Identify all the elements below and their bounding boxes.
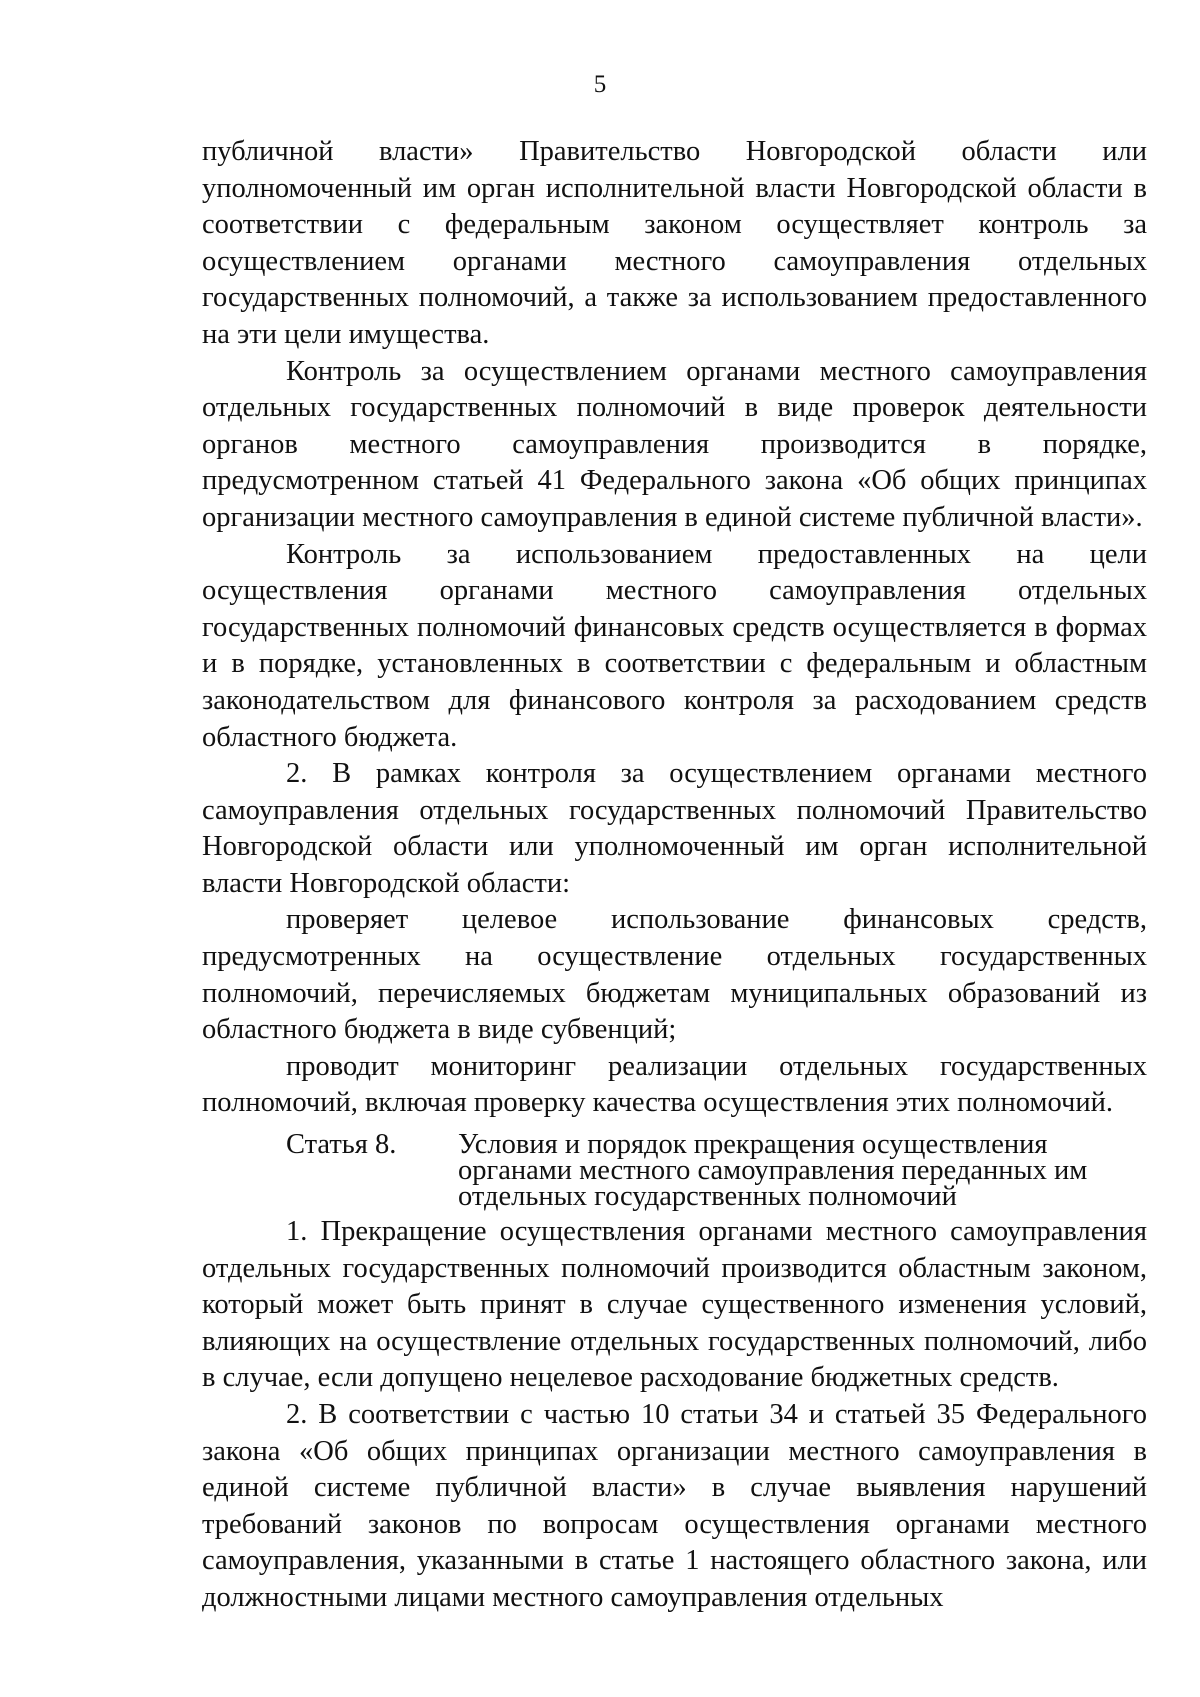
paragraph-2: Контроль за осуществлением органами местного самоуправления отдельных государственных полномочий в виде проверок деятельности органов местного самоуправления производится в порядке, предусмотренном статьей 41 Федерального закона «Об общих принципах организации местного самоуправления в единой системе публичной власти».: [202, 355, 1147, 533]
paragraph-1: публичной власти» Правительство Новгородской области или уполномоченный им орган исполнительной власти Новгородской области в соответствии с федеральным законом осуществляет контроль за осуществлением органами местного самоуправления отдельных государственных полномочий, а также за использованием предоставленного на эти цели имущества.: [202, 136, 1147, 350]
article-title: [458, 1129, 1147, 1213]
article-number: Статья 8.: [286, 1129, 397, 1161]
page-number: 5: [593, 71, 607, 98]
paragraph-5: проверяет целевое использование финансовых средств, предусмотренных на осуществление отдельных государственных полномочий, перечисляемых бюджетам муниципальных образований из областного бюджета в виде субвенций;: [202, 904, 1147, 1046]
paragraph-8: 2. В соответствии с частью 10 статьи 34 и статьей 35 Федерального закона «Об общих принципах организации местного самоуправления в единой системе публичной власти» в случае выявления нарушений требований законов по вопросам осуществления органами местного самоуправления, указанными в статье 1 настоящего областного закона, или должностными лицами местного самоуправления отдельных: [202, 1399, 1147, 1613]
document-body: [202, 134, 1147, 1617]
article-title-line-1: Условия и порядок прекращения осуществления: [458, 1129, 1048, 1161]
paragraph-4: 2. В рамках контроля за осуществлением органами местного самоуправления отдельных государственных полномочий Правительство Новгородской области или уполномоченный им орган исполнительной власти Новгородской области:: [202, 758, 1147, 899]
paragraph-3: Контроль за использованием предоставленных на цели осуществления органами местного самоуправления отдельных государственных полномочий финансовых средств осуществляется в формах и в порядке, установленных в соответствии с федеральным и областным законодательством для финансового контроля за расходованием средств областного бюджета.: [202, 538, 1147, 753]
article-title-line-2: органами местного самоуправления переданных им: [458, 1155, 1088, 1187]
paragraph-6: проводит мониторинг реализации отдельных государственных полномочий, включая проверку качества осуществления этих полномочий.: [202, 1050, 1147, 1119]
article-title-line-3: отдельных государственных полномочий: [458, 1181, 957, 1213]
article-heading: [202, 1129, 1147, 1213]
paragraph-7: 1. Прекращение осуществления органами местного самоуправления отдельных государственных полномочий производится областным законом, который может быть принят в случае существенного изменения условий, влияющих на осуществление отдельных государственных полномочий, либо в случае, если допущено нецелевое расходование бюджетных средств.: [202, 1216, 1147, 1394]
